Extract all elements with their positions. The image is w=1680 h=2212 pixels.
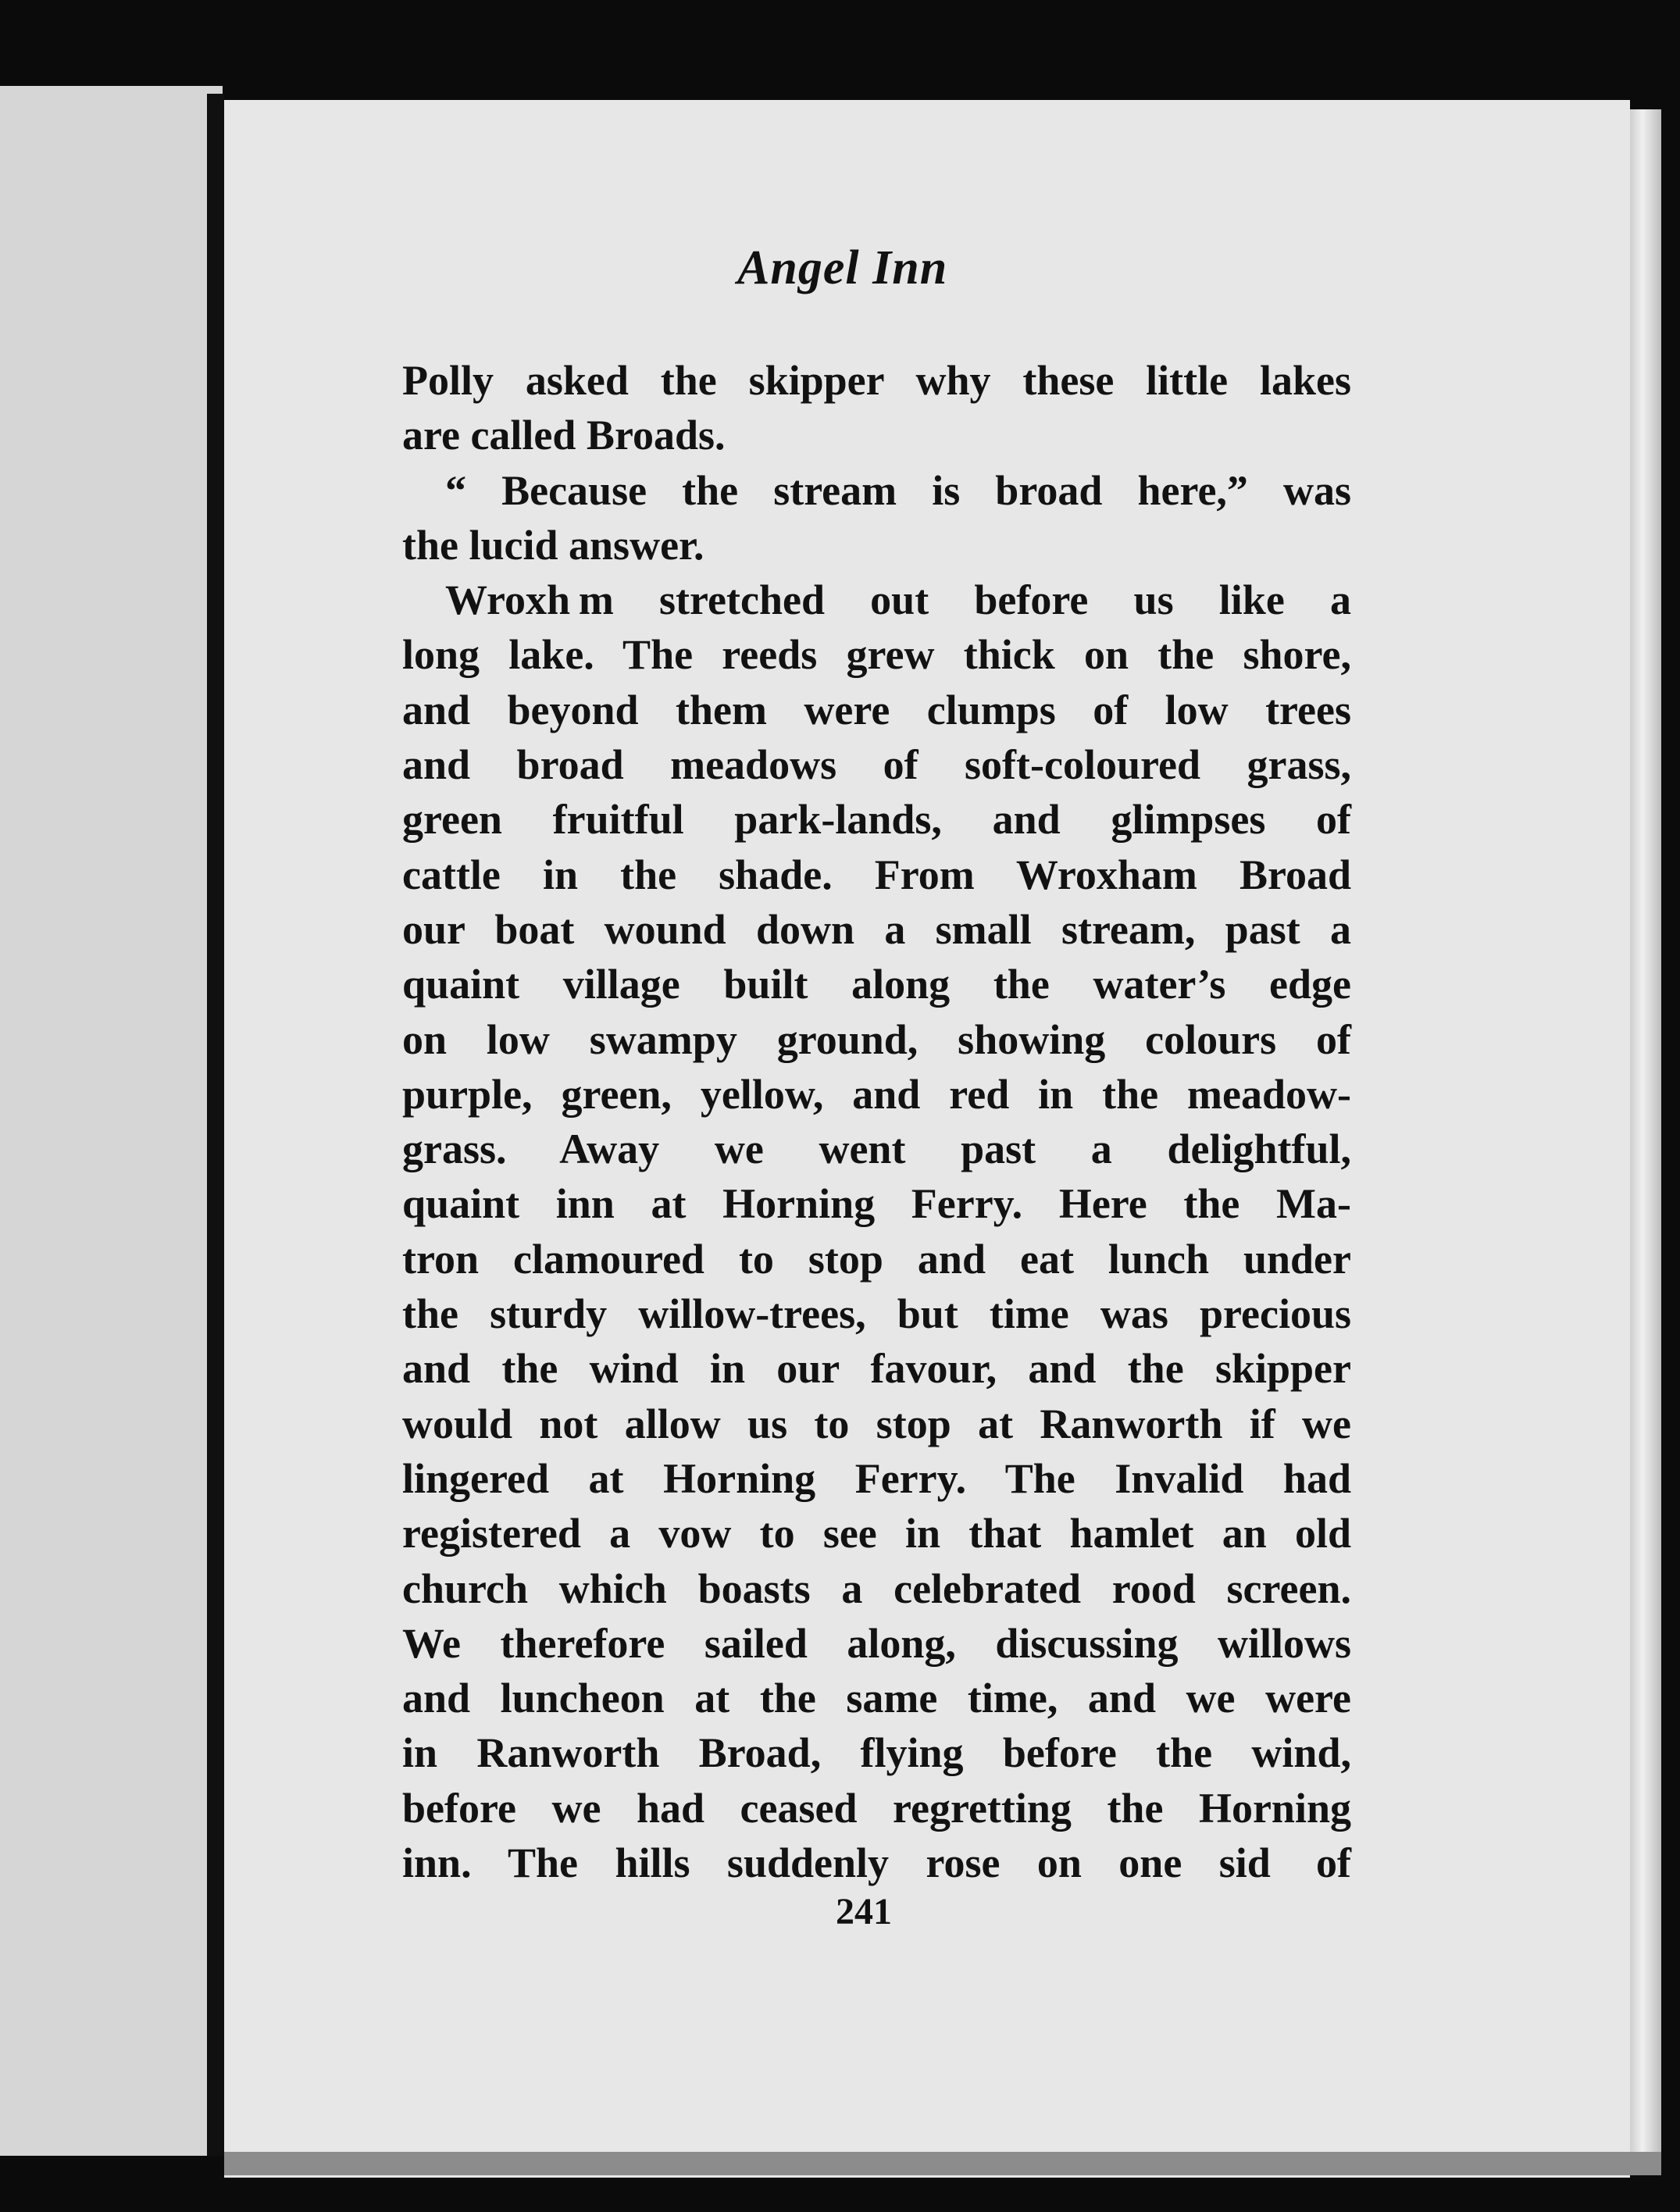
text-line: church which boasts a celebrated rood screen. <box>402 1564 1351 1612</box>
text-line: green fruitful park-lands, and glimpses of <box>402 796 1351 844</box>
text-line: and the wind in our favour, and the skipper <box>402 1345 1351 1393</box>
text-line: purple, green, yellow, and red in the meadow- <box>402 1070 1351 1118</box>
text-line: and broad meadows of soft-coloured grass, <box>402 741 1351 789</box>
text-line: and luncheon at the same time, and we were <box>402 1675 1351 1722</box>
text-line: the lucid answer. <box>402 521 704 569</box>
text-line: before we had ceased regretting the Horning <box>402 1784 1351 1832</box>
text-line: Polly asked the skipper why these little lakes <box>402 357 1351 404</box>
text-line: and beyond them were clumps of low trees <box>402 686 1351 733</box>
text-line: grass. Away we went past a delightful, <box>402 1126 1351 1173</box>
text-line: registered a vow to see in that hamlet an old <box>402 1510 1351 1557</box>
text-line: quaint inn at Horning Ferry. Here the Ma- <box>402 1180 1351 1228</box>
text-line: long lake. The reeds grew thick on the shore, <box>402 631 1351 679</box>
text-line: inn. The hills suddenly rose on one sid of <box>402 1839 1351 1887</box>
page-edge <box>1630 109 1661 2164</box>
body-text <box>402 353 1351 1890</box>
page-bottom-edge <box>224 2152 1661 2175</box>
text-line: tron clamoured to stop and eat lunch under <box>402 1235 1351 1283</box>
text-line: We therefore sailed along, discussing willows <box>402 1619 1351 1667</box>
text-line: “ Because the stream is broad here,” was <box>445 466 1351 514</box>
running-head: Angel Inn <box>737 241 948 294</box>
book-gutter <box>207 94 224 2156</box>
text-line: our boat wound down a small stream, past a <box>402 905 1351 953</box>
text-line: are called Broads. <box>402 412 726 459</box>
text-line: Wroxh m stretched out before us like a <box>445 576 1351 624</box>
text-line: would not allow us to stop at Ranworth if we <box>402 1400 1351 1447</box>
facing-page <box>0 86 223 2156</box>
text-line: on low swampy ground, showing colours of <box>402 1015 1351 1063</box>
text-line: in Ranworth Broad, flying before the wind, <box>402 1729 1351 1777</box>
text-line: the sturdy willow-trees, but time was precious <box>402 1290 1351 1338</box>
text-line: cattle in the shade. From Wroxham Broad <box>402 851 1351 898</box>
text-line: lingered at Horning Ferry. The Invalid had <box>402 1454 1351 1502</box>
page-number: 241 <box>836 1891 892 1932</box>
text-line: quaint village built along the water’s edge <box>402 961 1351 1008</box>
